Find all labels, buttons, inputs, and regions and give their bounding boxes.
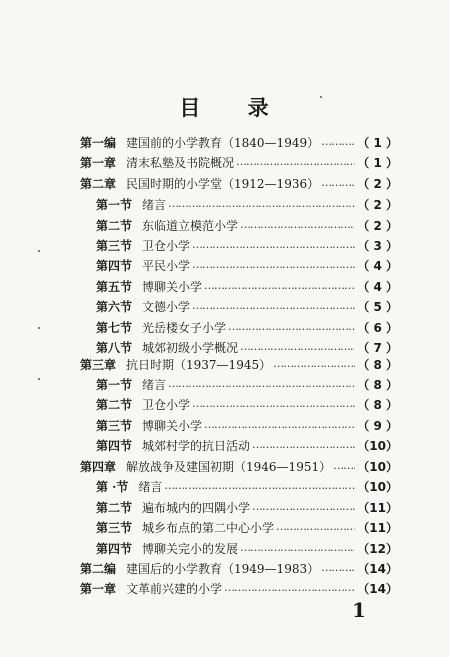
toc-entry-label: 第四章 [80, 460, 117, 474]
dot-leader [204, 417, 355, 435]
toc-entry-page: （ 2 ） [357, 177, 398, 191]
dot-leader [192, 396, 355, 414]
toc-entry-title: 博聊关小学 [142, 419, 203, 433]
toc-entry [80, 356, 398, 374]
toc-entry-title: 光岳楼女子小学 [142, 321, 227, 335]
toc-entry [96, 339, 398, 357]
toc-entry-title: 绪言 [142, 198, 167, 212]
toc-entry-label: 第四节 [96, 542, 133, 556]
dot-leader [192, 237, 355, 255]
toc-entry [96, 257, 398, 275]
toc-entry-title: 建国前的小学教育（1840—1949） [126, 136, 320, 150]
toc-entry-label: 第三节 [96, 239, 133, 253]
toc-entry-page: （ 7 ） [357, 341, 398, 355]
toc-entry-title: 平民小学 [142, 259, 191, 273]
toc-entry-title: 遍布城内的四隅小学 [142, 501, 251, 515]
toc-entry [96, 237, 398, 255]
toc-entry-page: （10） [357, 460, 398, 474]
toc-entry-label: 第一章 [80, 156, 117, 170]
toc-entry-label: 第一节 [96, 378, 133, 392]
toc-entry-title: 建国后的小学教育（1949—1983） [126, 562, 320, 576]
dot-leader [168, 376, 355, 394]
toc-entry [96, 499, 398, 517]
dot-leader [252, 499, 355, 517]
toc-entry [80, 175, 398, 193]
toc-entry-label: 第三章 [80, 358, 117, 372]
toc-entry [96, 298, 398, 316]
toc-entry [96, 417, 398, 435]
toc-entry-label: 第二编 [80, 562, 117, 576]
dot-leader [321, 560, 355, 578]
toc-entry-title: 博聊关小学 [142, 280, 203, 294]
dot-leader [240, 540, 355, 558]
toc-entry-title: 城郊村学的抗日活动 [142, 439, 251, 453]
toc-entry-page: （ 2 ） [357, 198, 398, 212]
scan-speck [320, 96, 322, 98]
toc-entry-title: 绪言 [142, 378, 167, 392]
toc-entry [96, 278, 398, 296]
toc-entry-page: （14） [357, 562, 398, 576]
dot-leader [276, 519, 355, 537]
toc-entry-page: （12） [357, 542, 398, 556]
toc-entry-page: （ 9 ） [357, 419, 398, 433]
toc-entry-page: （ 3 ） [357, 239, 398, 253]
toc-entry-title: 卫仓小学 [142, 239, 191, 253]
toc-entry-label: 第一章 [80, 582, 117, 596]
toc-entry [96, 478, 398, 496]
toc-entry-page: （ 8 ） [357, 398, 398, 412]
toc-entry-label: 第二章 [80, 177, 117, 191]
toc-entry-page: （ 5 ） [357, 300, 398, 314]
toc-entry [96, 319, 398, 337]
toc-entry-page: （ 2 ） [357, 219, 398, 233]
dot-leader [321, 134, 355, 152]
toc-entry-page: （ 1 ） [357, 136, 398, 150]
toc-entry [96, 396, 398, 414]
toc-entry-page: （10） [357, 480, 398, 494]
toc-entry [80, 154, 398, 172]
toc-entry [96, 540, 398, 558]
toc-entry-label: 第七节 [96, 321, 133, 335]
scan-speck [38, 250, 40, 252]
toc-entry [96, 519, 398, 537]
dot-leader [273, 356, 355, 374]
dot-leader [236, 154, 355, 172]
dot-leader [240, 217, 355, 235]
toc-entry [96, 217, 398, 235]
dot-leader [204, 278, 355, 296]
toc-entry-label: 第四节 [96, 439, 133, 453]
toc-entry-page: （11） [357, 521, 398, 535]
toc-entry-title: 民国时期的小学堂（1912—1936） [126, 177, 320, 191]
toc-entry-page: （ 4 ） [357, 280, 398, 294]
dot-leader [192, 257, 355, 275]
toc-entry-title: 卫仓小学 [142, 398, 191, 412]
toc-entry-page: （ 4 ） [357, 259, 398, 273]
toc-entry-label: 第四节 [96, 259, 133, 273]
dot-leader [192, 298, 355, 316]
toc-entry-title: 清末私塾及书院概况 [126, 156, 235, 170]
toc-entry [80, 580, 398, 598]
toc-entry-label: 第二节 [96, 398, 133, 412]
toc-entry-title: 东临道立模范小学 [142, 219, 239, 233]
toc-entry-page: （10） [357, 439, 398, 453]
dot-leader [224, 580, 355, 598]
page-title: 目 录 [179, 95, 289, 120]
dot-leader [168, 196, 355, 214]
toc-entry [80, 458, 398, 476]
toc-entry-label: 第 ·节 [96, 480, 129, 494]
toc-entry-title: 解放战争及建国初期（1946—1951） [126, 460, 332, 474]
toc-entry [96, 437, 398, 455]
dot-leader [321, 175, 355, 193]
toc-entry-label: 第二节 [96, 219, 133, 233]
toc-entry [80, 560, 398, 578]
toc-entry-label: 第三节 [96, 419, 133, 433]
toc-entry-page: （ 8 ） [357, 358, 398, 372]
toc-entry-label: 第一节 [96, 198, 133, 212]
scan-speck [38, 327, 40, 329]
toc-entry-page: （ 6 ） [357, 321, 398, 335]
scan-speck [38, 378, 40, 380]
dot-leader [333, 458, 355, 476]
toc-entry-page: （ 1 ） [357, 156, 398, 170]
toc-entry-title: 城郊初级小学概况 [142, 341, 239, 355]
dot-leader [252, 437, 355, 455]
dot-leader [228, 319, 355, 337]
toc-entry-label: 第二节 [96, 501, 133, 515]
toc-entry-page: （14） [357, 582, 398, 596]
toc-entry [96, 196, 398, 214]
toc-entry-title: 绪言 [138, 480, 163, 494]
toc-entry-label: 第三节 [96, 521, 133, 535]
dot-leader [164, 478, 355, 496]
toc-entry-title: 文德小学 [142, 300, 191, 314]
toc-entry-title: 抗日时期（1937—1945） [126, 358, 272, 372]
toc-entry-label: 第五节 [96, 280, 133, 294]
toc-entry-title: 博聊关完小的发展 [142, 542, 239, 556]
toc-entry-title: 城乡布点的第二中心小学 [142, 521, 275, 535]
toc-entry-label: 第八节 [96, 341, 133, 355]
toc-entry [80, 134, 398, 152]
page-number: 1 [352, 598, 366, 622]
toc-entry [96, 376, 398, 394]
toc-entry-page: （ 8 ） [357, 378, 398, 392]
toc-entry-title: 文革前兴建的小学 [126, 582, 223, 596]
toc-entry-label: 第一编 [80, 136, 117, 150]
toc-entry-label: 第六节 [96, 300, 133, 314]
toc-entry-page: （11） [357, 501, 398, 515]
dot-leader [240, 339, 355, 357]
